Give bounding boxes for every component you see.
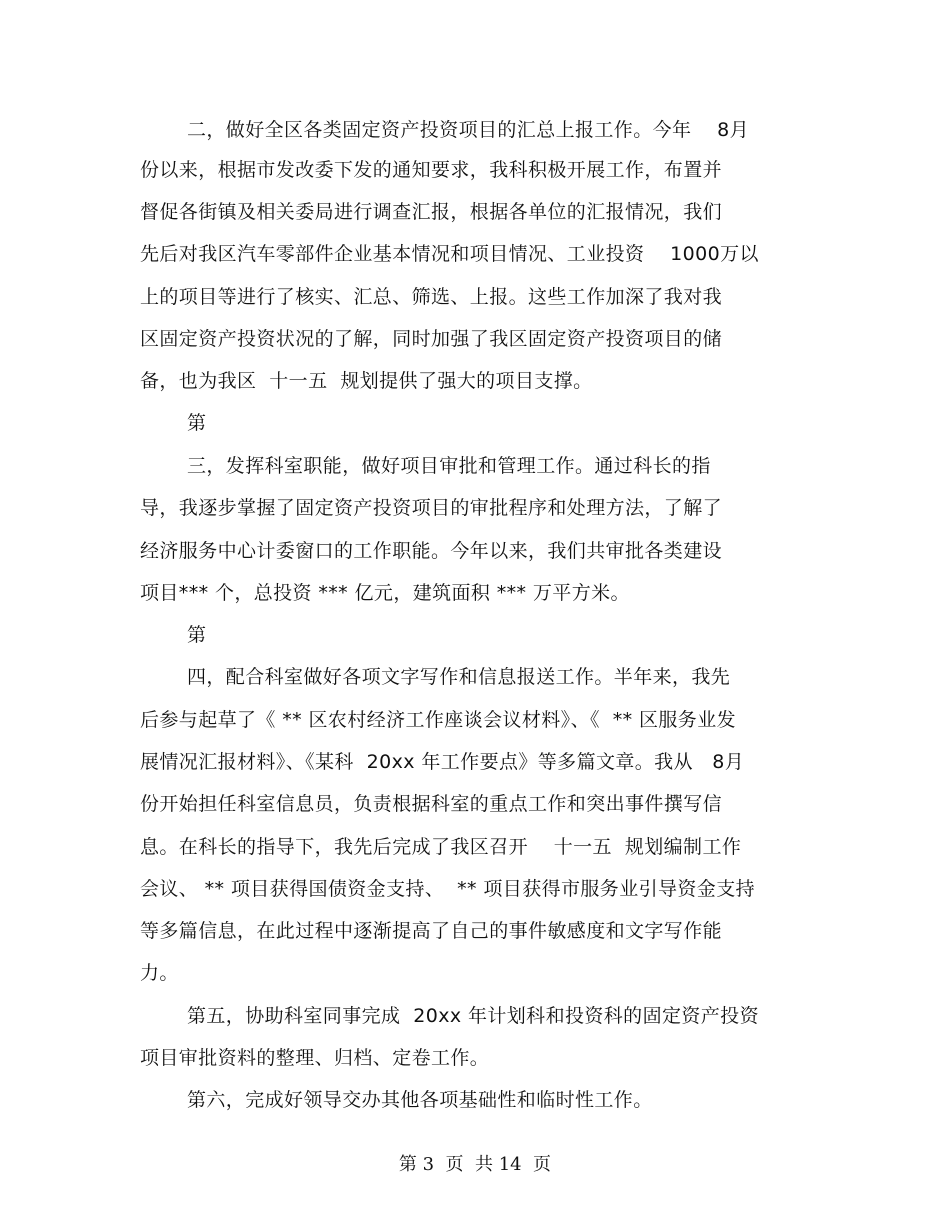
text-line: 导，我逐步掌握了固定资产投资项目的审批程序和处理方法，了解了 [140,497,723,519]
text-line: 上的项目等进行了核实、汇总、筛选、上报。这些工作加深了我对我 [140,286,723,308]
text-line: 份以来，根据市发改委下发的通知要求，我科积极开展工作，布置并 [140,159,723,181]
text-line: 第六，完成好领导交办其他各项基础性和临时性工作。 [187,1089,653,1111]
text-line: 第五，协助科室同事完成 20xx 年计划科和投资科的固定资产投资 [187,1005,759,1027]
text-line: 息。在科长的指导下，我先后完成了我区召开 十一五 规划编制工作 [140,836,742,858]
page-number-footer: 第 3 页 共 14 页 [398,1154,552,1175]
text-line: 项目*** 个，总投资 *** 亿元，建筑面积 *** 万平方米。 [140,582,630,604]
text-line: 会议、 ** 项目获得国债资金支持、 ** 项目获得市服务业引导资金支持 [140,878,755,900]
text-line: 第 [187,412,207,434]
text-line: 二，做好全区各类固定资产投资项目的汇总上报工作。今年 8月 [187,119,750,141]
text-line: 四，配合科室做好各项文字写作和信息报送工作。半年来，我先 [187,666,731,688]
text-line: 等多篇信息，在此过程中逐渐提高了自己的事件敏感度和文字写作能 [140,920,723,942]
text-line: 项目审批资料的整理、归档、定卷工作。 [140,1047,490,1069]
text-line: 力。 [140,962,179,984]
text-line: 第 [187,624,207,646]
text-line: 三，发挥科室职能，做好项目审批和管理工作。通过科长的指 [187,455,711,477]
text-line: 备，也为我区 十一五 规划提供了强大的项目支撑。 [140,370,593,392]
text-line: 展情况汇报材料》、《某科 20xx 年工作要点》等多篇文章。我从 8月 [140,751,745,773]
text-line: 督促各街镇及相关委局进行调查汇报，根据各单位的汇报情况，我们 [140,201,723,223]
text-line: 后参与起草了《 ** 区农村经济工作座谈会议材料》、《 ** 区服务业发 [140,709,736,731]
text-line: 经济服务中心计委窗口的工作职能。今年以来，我们共审批各类建设 [140,540,723,562]
text-line: 先后对我区汽车零部件企业基本情况和项目情况、工业投资 1000万以 [140,243,759,265]
text-line: 区固定资产投资状况的了解，同时加强了我区固定资产投资项目的储 [140,328,723,350]
text-line: 份开始担任科室信息员，负责根据科室的重点工作和突出事件撰写信 [140,793,723,815]
